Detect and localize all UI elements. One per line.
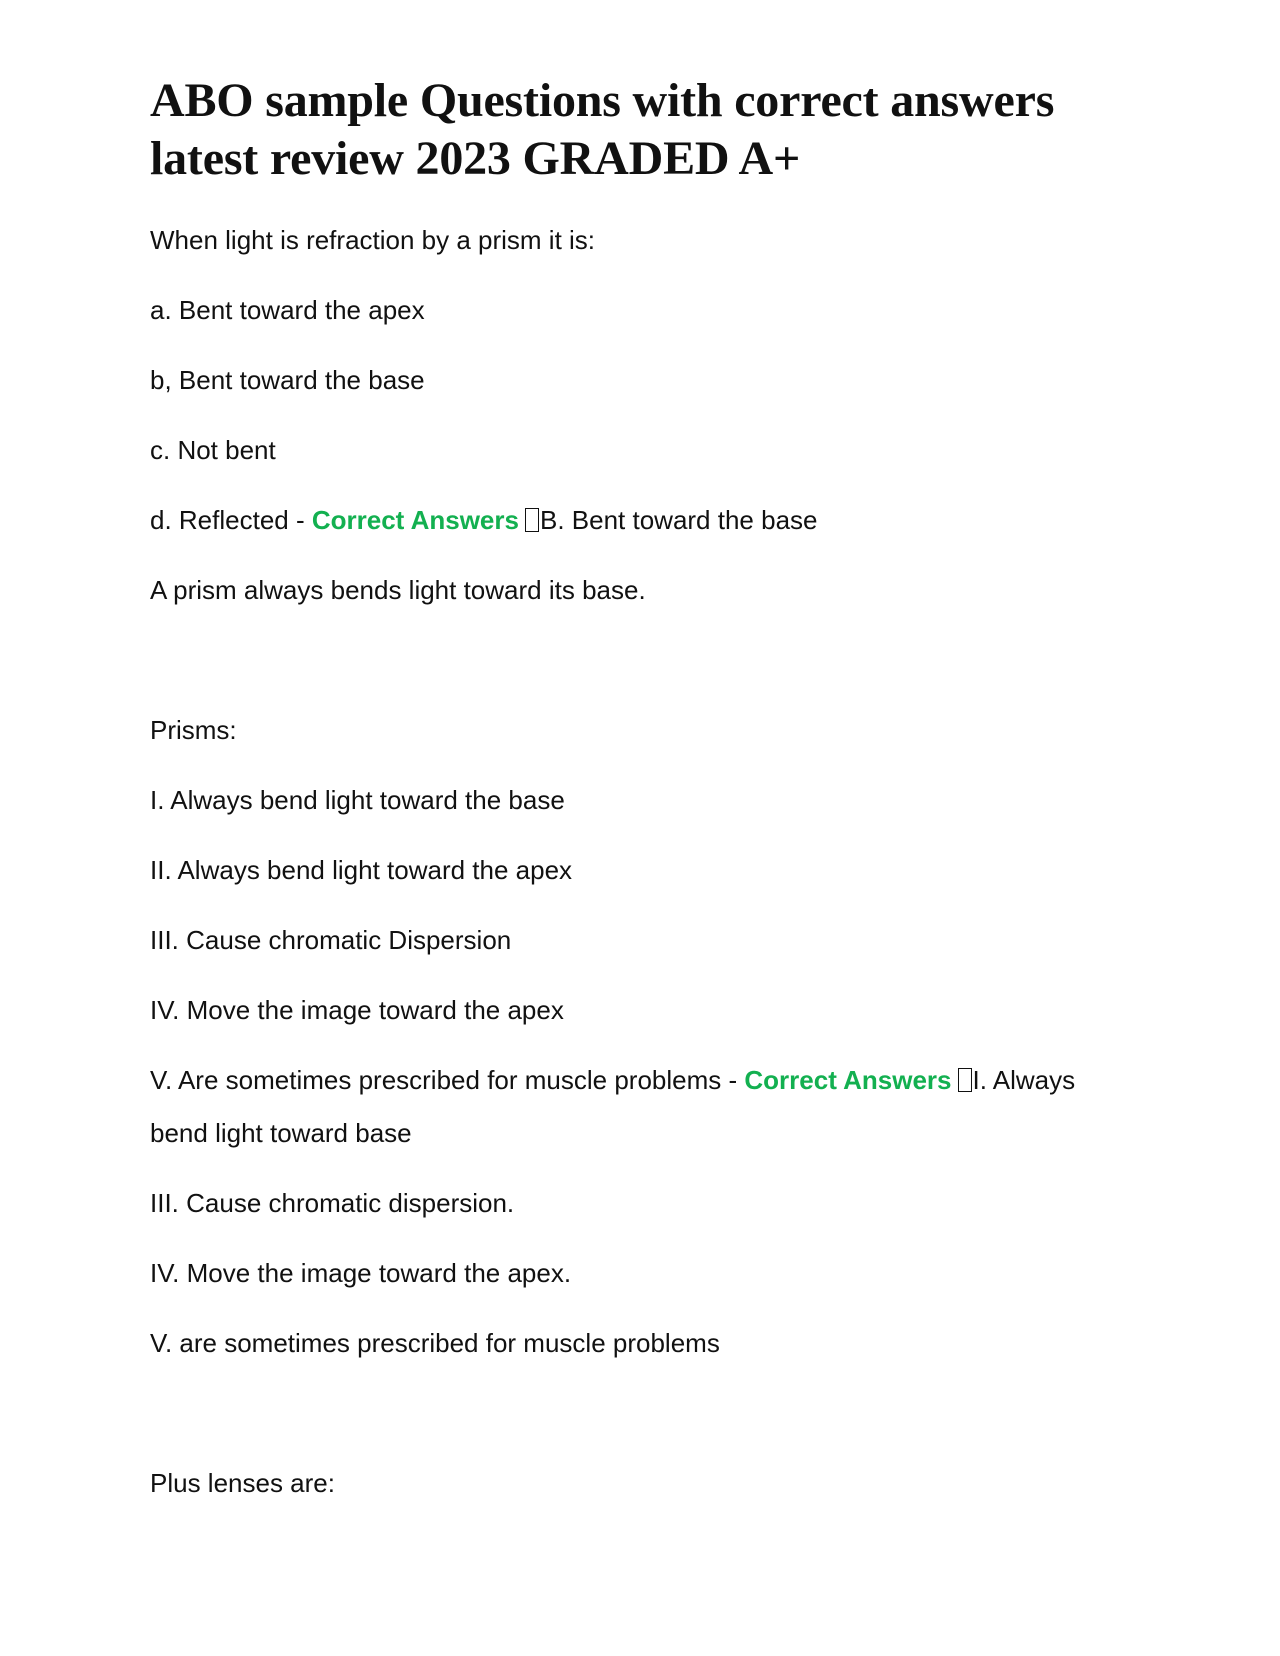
q2-correct-label: Correct Answers <box>744 1065 952 1095</box>
q1-answer: B. Bent toward the base <box>539 505 818 535</box>
q1-option-a: a. Bent toward the apex <box>150 295 425 325</box>
q2-item-4: IV. Move the image toward the apex <box>150 995 564 1025</box>
missing-glyph-icon <box>525 508 539 532</box>
q1-explanation: A prism always bends light toward its base. <box>150 575 646 605</box>
document-title: ABO sample Questions with correct answers latest review 2023 GRADED A+ <box>150 74 1055 185</box>
q2-item-1: I. Always bend light toward the base <box>150 785 565 815</box>
q2-item-5-with-answer <box>150 1054 1130 1160</box>
q1-option-c: c. Not bent <box>150 435 276 465</box>
missing-glyph-icon <box>958 1068 972 1092</box>
blank-line <box>150 634 1130 687</box>
q1-option-d: d. Reflected - <box>150 505 312 535</box>
q1-option-d-with-answer <box>150 494 1130 547</box>
blank-line <box>150 1387 1130 1440</box>
q2-answer-4: V. are sometimes prescribed for muscle problems <box>150 1328 720 1358</box>
q2-stem: Prisms: <box>150 715 237 745</box>
q2-item-3: III. Cause chromatic Dispersion <box>150 925 512 955</box>
q1-correct-label: Correct Answers <box>311 505 519 535</box>
document-page <box>150 72 1130 1527</box>
q2-answer-2: III. Cause chromatic dispersion. <box>150 1188 515 1218</box>
q2-answer-1: I. Always bend light toward base <box>150 1065 1076 1148</box>
q1-stem: When light is refraction by a prism it is: <box>150 225 596 255</box>
q1-option-b: b, Bent toward the base <box>150 365 425 395</box>
q2-item-5: V. Are sometimes prescribed for muscle problems - <box>150 1065 745 1095</box>
q3-stem: Plus lenses are: <box>150 1468 335 1498</box>
q2-item-2: II. Always bend light toward the apex <box>150 855 573 885</box>
q2-answer-3: IV. Move the image toward the apex. <box>150 1258 572 1288</box>
